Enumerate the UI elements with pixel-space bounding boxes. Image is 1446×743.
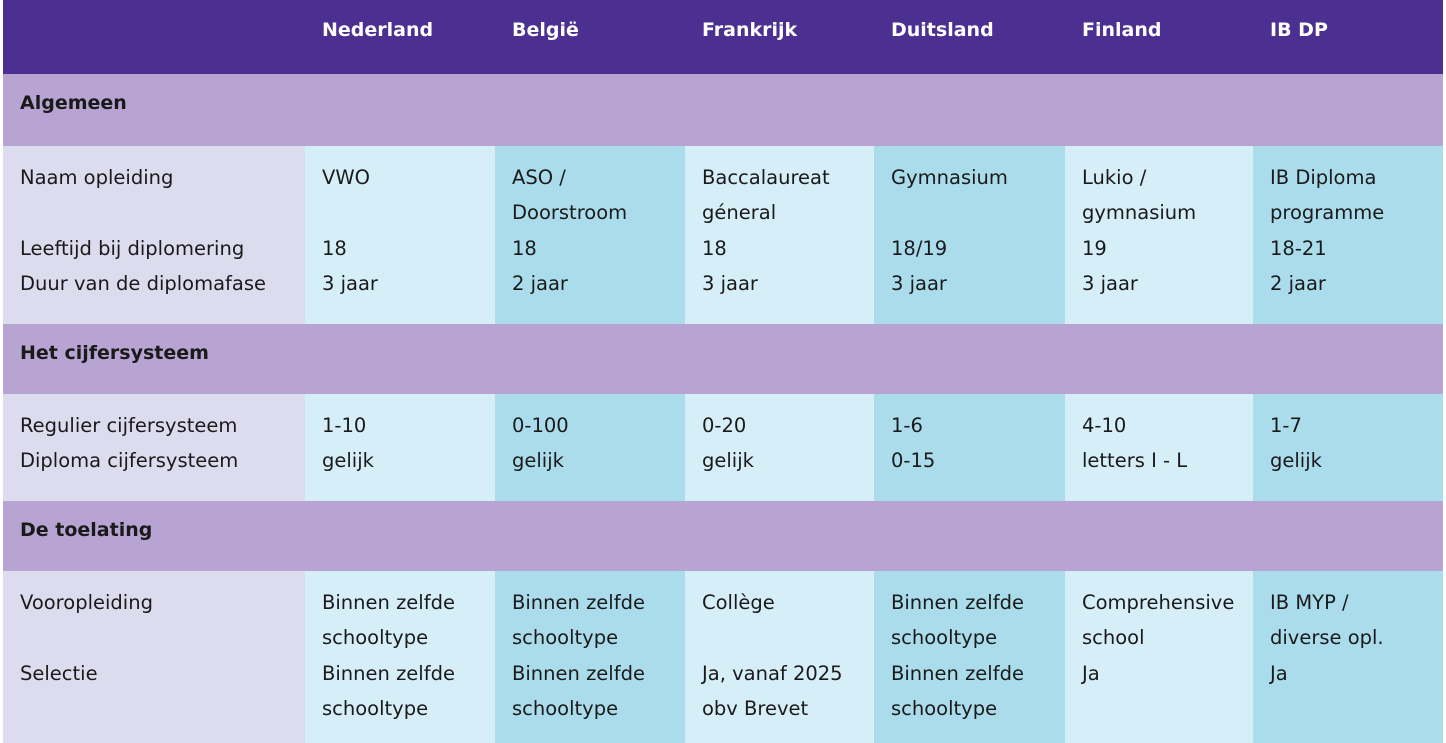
cell-finland — [1065, 394, 1253, 501]
cell-line: Binnen zelfde — [891, 661, 1024, 685]
cell-line: Binnen zelfde — [512, 661, 645, 685]
label-duur-diplomafase: Duur van de diplomafase — [20, 271, 267, 295]
cell-line — [322, 195, 495, 230]
cell-line: 0-15 — [891, 449, 936, 473]
label-spacer — [20, 691, 305, 726]
cell-duitsland — [874, 146, 1065, 324]
cell-ib-dp — [1253, 394, 1443, 501]
cell-line: 3 jaar — [891, 271, 947, 295]
cell-belgie — [495, 571, 685, 743]
label-diploma-cijfersysteem: Diploma cijfersysteem — [20, 449, 239, 473]
cell-line: 4-10 — [1082, 414, 1127, 437]
cell-nederland — [305, 571, 495, 743]
label-regulier-cijfersysteem: Regulier cijfersysteem — [20, 414, 238, 437]
cell-line: schooltype — [322, 696, 429, 720]
cell-line: Binnen zelfde — [322, 591, 455, 614]
cell-belgie — [495, 146, 685, 324]
cell-line: gelijk — [322, 449, 374, 473]
table-header-row — [3, 0, 1443, 74]
cell-line: 1-7 — [1270, 414, 1302, 437]
cell-line: schooltype — [322, 626, 429, 650]
cell-duitsland — [874, 571, 1065, 743]
header-corner-cell — [3, 0, 305, 74]
cell-line: gelijk — [1270, 449, 1322, 473]
section-rows-toelating — [3, 571, 1443, 743]
cell-line: obv Brevet — [702, 696, 809, 720]
label-selectie: Selectie — [20, 661, 98, 685]
cell-line: IB Diploma — [1270, 166, 1377, 189]
cell-line: ASO / — [512, 166, 566, 189]
cell-belgie — [495, 394, 685, 501]
cell-ib-dp — [1253, 571, 1443, 743]
cell-line: 2 jaar — [512, 271, 568, 295]
cell-line: programme — [1270, 201, 1385, 225]
cell-line: VWO — [322, 166, 370, 189]
cell-line: 1-10 — [322, 414, 367, 437]
column-header-finland: Finland — [1082, 19, 1162, 41]
section-rows-algemeen — [3, 146, 1443, 324]
cell-line: 3 jaar — [322, 271, 378, 295]
cell-line: Lukio / — [1082, 166, 1147, 189]
section-title: De toelating — [20, 519, 153, 541]
cell-duitsland — [874, 394, 1065, 501]
cell-line: Collège — [702, 591, 775, 614]
cell-line: IB MYP / — [1270, 591, 1349, 614]
section-header-algemeen — [3, 74, 1443, 146]
cell-ib-dp — [1253, 146, 1443, 324]
cell-line — [1270, 691, 1443, 726]
label-naam-opleiding: Naam opleiding — [20, 166, 174, 189]
cell-finland — [1065, 571, 1253, 743]
cell-line: gelijk — [702, 449, 754, 473]
cell-line: letters I - L — [1082, 449, 1188, 473]
cell-line: 18 — [702, 236, 727, 260]
cell-line: 18-21 — [1270, 236, 1327, 260]
cell-line: Gymnasium — [891, 166, 1008, 189]
section-rows-cijfersysteem — [3, 394, 1443, 501]
cell-line: Binnen zelfde — [891, 591, 1024, 614]
section-header-toelating — [3, 501, 1443, 571]
cell-line: Ja, vanaf 2025 — [702, 661, 843, 685]
cell-line: gymnasium — [1082, 201, 1197, 225]
cell-line: Binnen zelfde — [322, 661, 455, 685]
cell-line: schooltype — [512, 626, 619, 650]
column-header-duitsland: Duitsland — [891, 19, 994, 41]
cell-line: schooltype — [891, 696, 998, 720]
cell-frankrijk — [685, 146, 874, 324]
cell-frankrijk — [685, 571, 874, 743]
cell-line: géneral — [702, 201, 777, 225]
cell-line: 0-100 — [512, 414, 569, 437]
cell-line: Baccalaureat — [702, 166, 830, 189]
cell-finland — [1065, 146, 1253, 324]
column-header-frankrijk: Frankrijk — [702, 19, 798, 41]
column-header-nederland: Nederland — [322, 19, 434, 41]
label-spacer — [20, 620, 305, 655]
cell-line: 3 jaar — [1082, 271, 1138, 295]
cell-line: 19 — [1082, 236, 1107, 260]
label-leeftijd-bij-diplomering: Leeftijd bij diplomering — [20, 236, 245, 260]
column-header-ib-dp: IB DP — [1270, 19, 1328, 41]
cell-line: 0-20 — [702, 414, 747, 437]
cell-line: Comprehensive — [1082, 591, 1235, 614]
cell-line: 1-6 — [891, 414, 923, 437]
label-vooropleiding: Vooropleiding — [20, 591, 153, 614]
row-labels — [3, 571, 305, 743]
cell-line: schooltype — [512, 696, 619, 720]
cell-line: schooltype — [891, 626, 998, 650]
cell-line — [702, 620, 874, 655]
cell-line: gelijk — [512, 449, 564, 473]
cell-frankrijk — [685, 394, 874, 501]
row-labels — [3, 394, 305, 501]
cell-line: Binnen zelfde — [512, 591, 645, 614]
column-header-belgie: België — [512, 19, 579, 41]
section-title: Het cijfersysteem — [20, 342, 209, 364]
cell-line: Doorstroom — [512, 201, 628, 225]
cell-line: 18/19 — [891, 236, 948, 260]
row-labels — [3, 146, 305, 324]
cell-line: 3 jaar — [702, 271, 758, 295]
cell-line — [1082, 691, 1253, 726]
cell-line: 18 — [512, 236, 537, 260]
cell-line: school — [1082, 626, 1145, 650]
section-title: Algemeen — [20, 92, 127, 114]
cell-line: 2 jaar — [1270, 271, 1326, 295]
cell-line: 18 — [322, 236, 347, 260]
cell-line — [891, 195, 1065, 230]
cell-line: diverse opl. — [1270, 626, 1384, 650]
section-header-cijfersysteem — [3, 324, 1443, 394]
cell-line: Ja — [1082, 661, 1100, 685]
label-spacer — [20, 195, 305, 230]
cell-line: Ja — [1270, 661, 1288, 685]
cell-nederland — [305, 394, 495, 501]
cell-nederland — [305, 146, 495, 324]
